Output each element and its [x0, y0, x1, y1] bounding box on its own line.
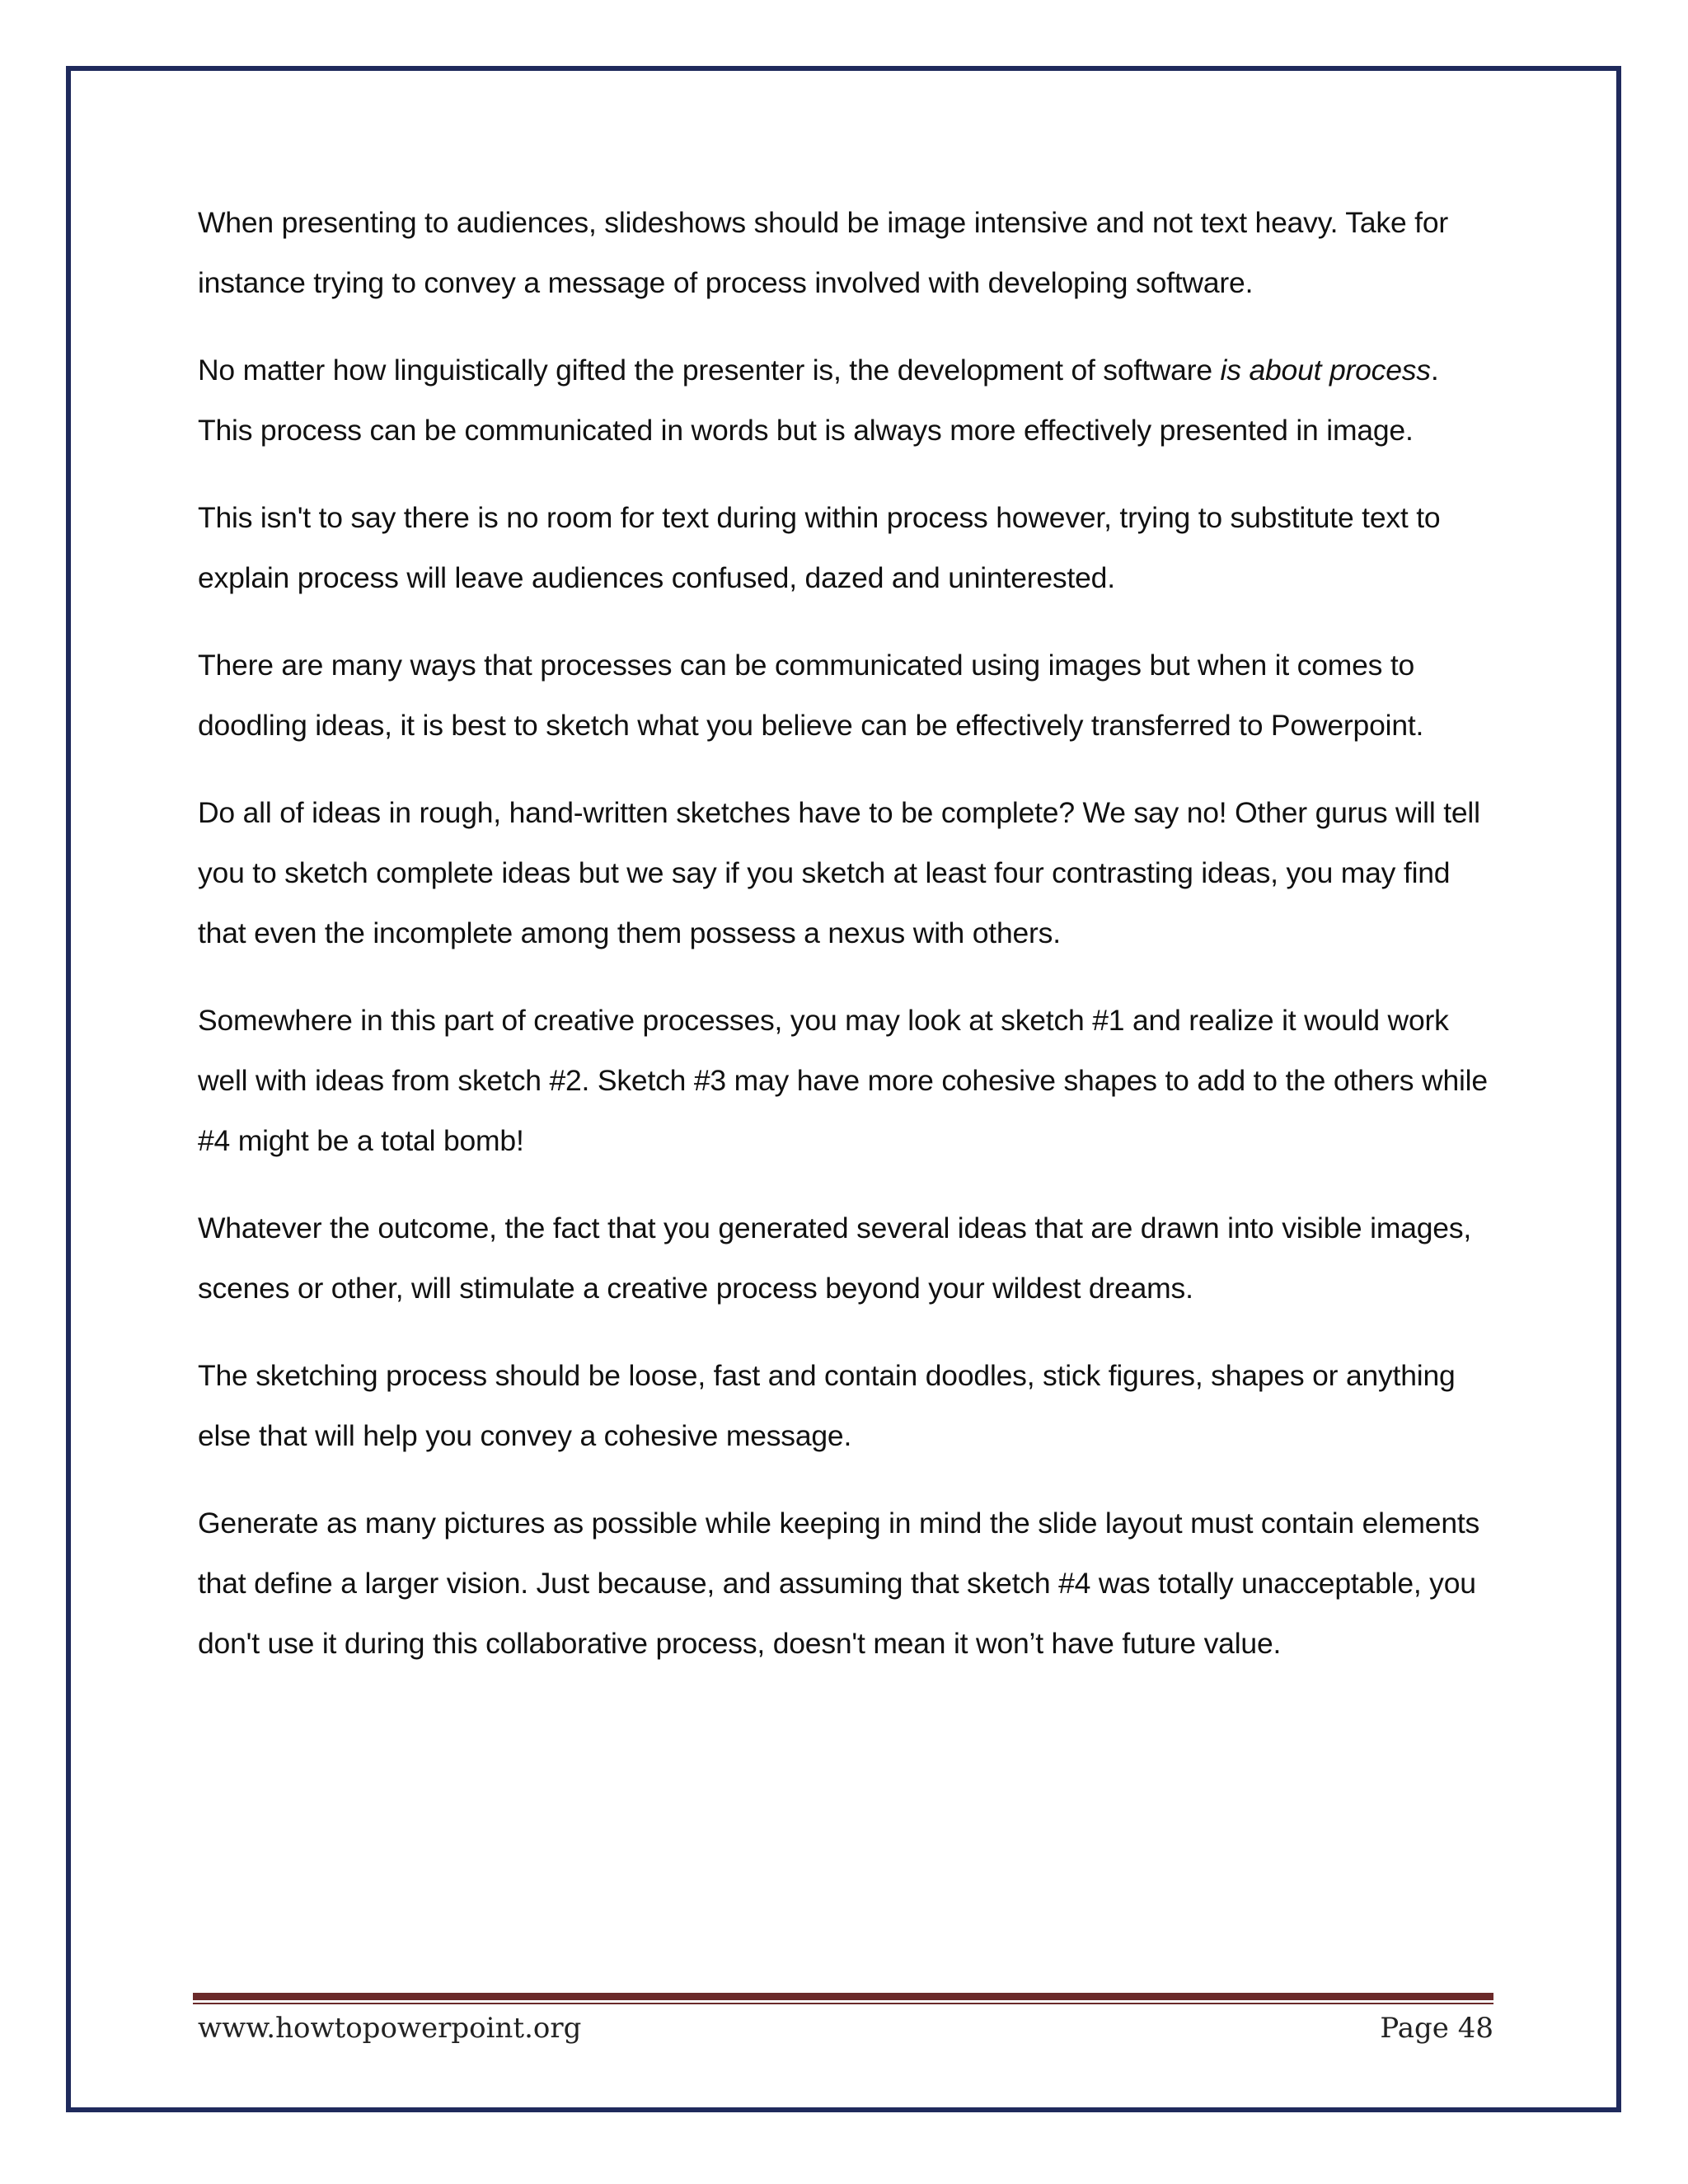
paragraph-5: Do all of ideas in rough, hand-written sketches have to be complete? We say no! Other gurus will tell you to sketch complete ideas but we say if you sketch at least four contrasting ideas, you may find that even the incomplete among them possess a nexus with others. — [198, 796, 1480, 949]
paragraph-7: Whatever the outcome, the fact that you generated several ideas that are drawn into visible images, scenes or other, will stimulate a creative process beyond your wildest dreams. — [198, 1212, 1472, 1305]
paragraph-2-text-start: No matter how linguistically gifted the presenter is, the development of software — [198, 354, 1221, 387]
page-footer — [198, 2008, 1493, 2049]
page-number: Page 48 — [1380, 2012, 1493, 2045]
paragraph-1: When presenting to audiences, slideshows should be image intensive and not text heavy. Take for instance trying to convey a message of process involved with developing software. — [198, 206, 1448, 299]
paragraph-2 — [198, 340, 1500, 461]
paragraph-3: This isn't to say there is no room for text during within process however, trying to substitute text to explain process will leave audiences confused, dazed and uninterested. — [198, 501, 1441, 594]
paragraph-2-text-end: . This process can be communicated in words but is always more effectively presented in image. — [198, 354, 1439, 447]
footer-divider — [193, 1993, 1493, 2004]
footer-divider-thick — [193, 1993, 1493, 2000]
paragraph-4: There are many ways that processes can be communicated using images but when it comes to doodling ideas, it is best to sketch what you believe can be effectively transferred to Powerpoint. — [198, 649, 1424, 742]
footer-divider-thin — [193, 2003, 1493, 2004]
footer-website: www.howtopowerpoint.org — [198, 2012, 582, 2045]
paragraph-2-emphasis: is about process — [1220, 354, 1431, 387]
paragraph-9: Generate as many pictures as possible while keeping in mind the slide layout must contain elements that define a larger vision. Just because, and assuming that sketch #4 was totally unacceptable, you don't use it during this collaborative process, doesn't mean it won’t have future value. — [198, 1507, 1480, 1660]
paragraph-8: The sketching process should be loose, fast and contain doodles, stick figures, shapes or anything else that will help you convey a cohesive message. — [198, 1359, 1456, 1452]
page-body — [198, 193, 1500, 1701]
paragraph-6: Somewhere in this part of creative processes, you may look at sketch #1 and realize it would work well with ideas from sketch #2. Sketch #3 may have more cohesive shapes to add to the others while #4 might be a total bomb! — [198, 1004, 1488, 1157]
